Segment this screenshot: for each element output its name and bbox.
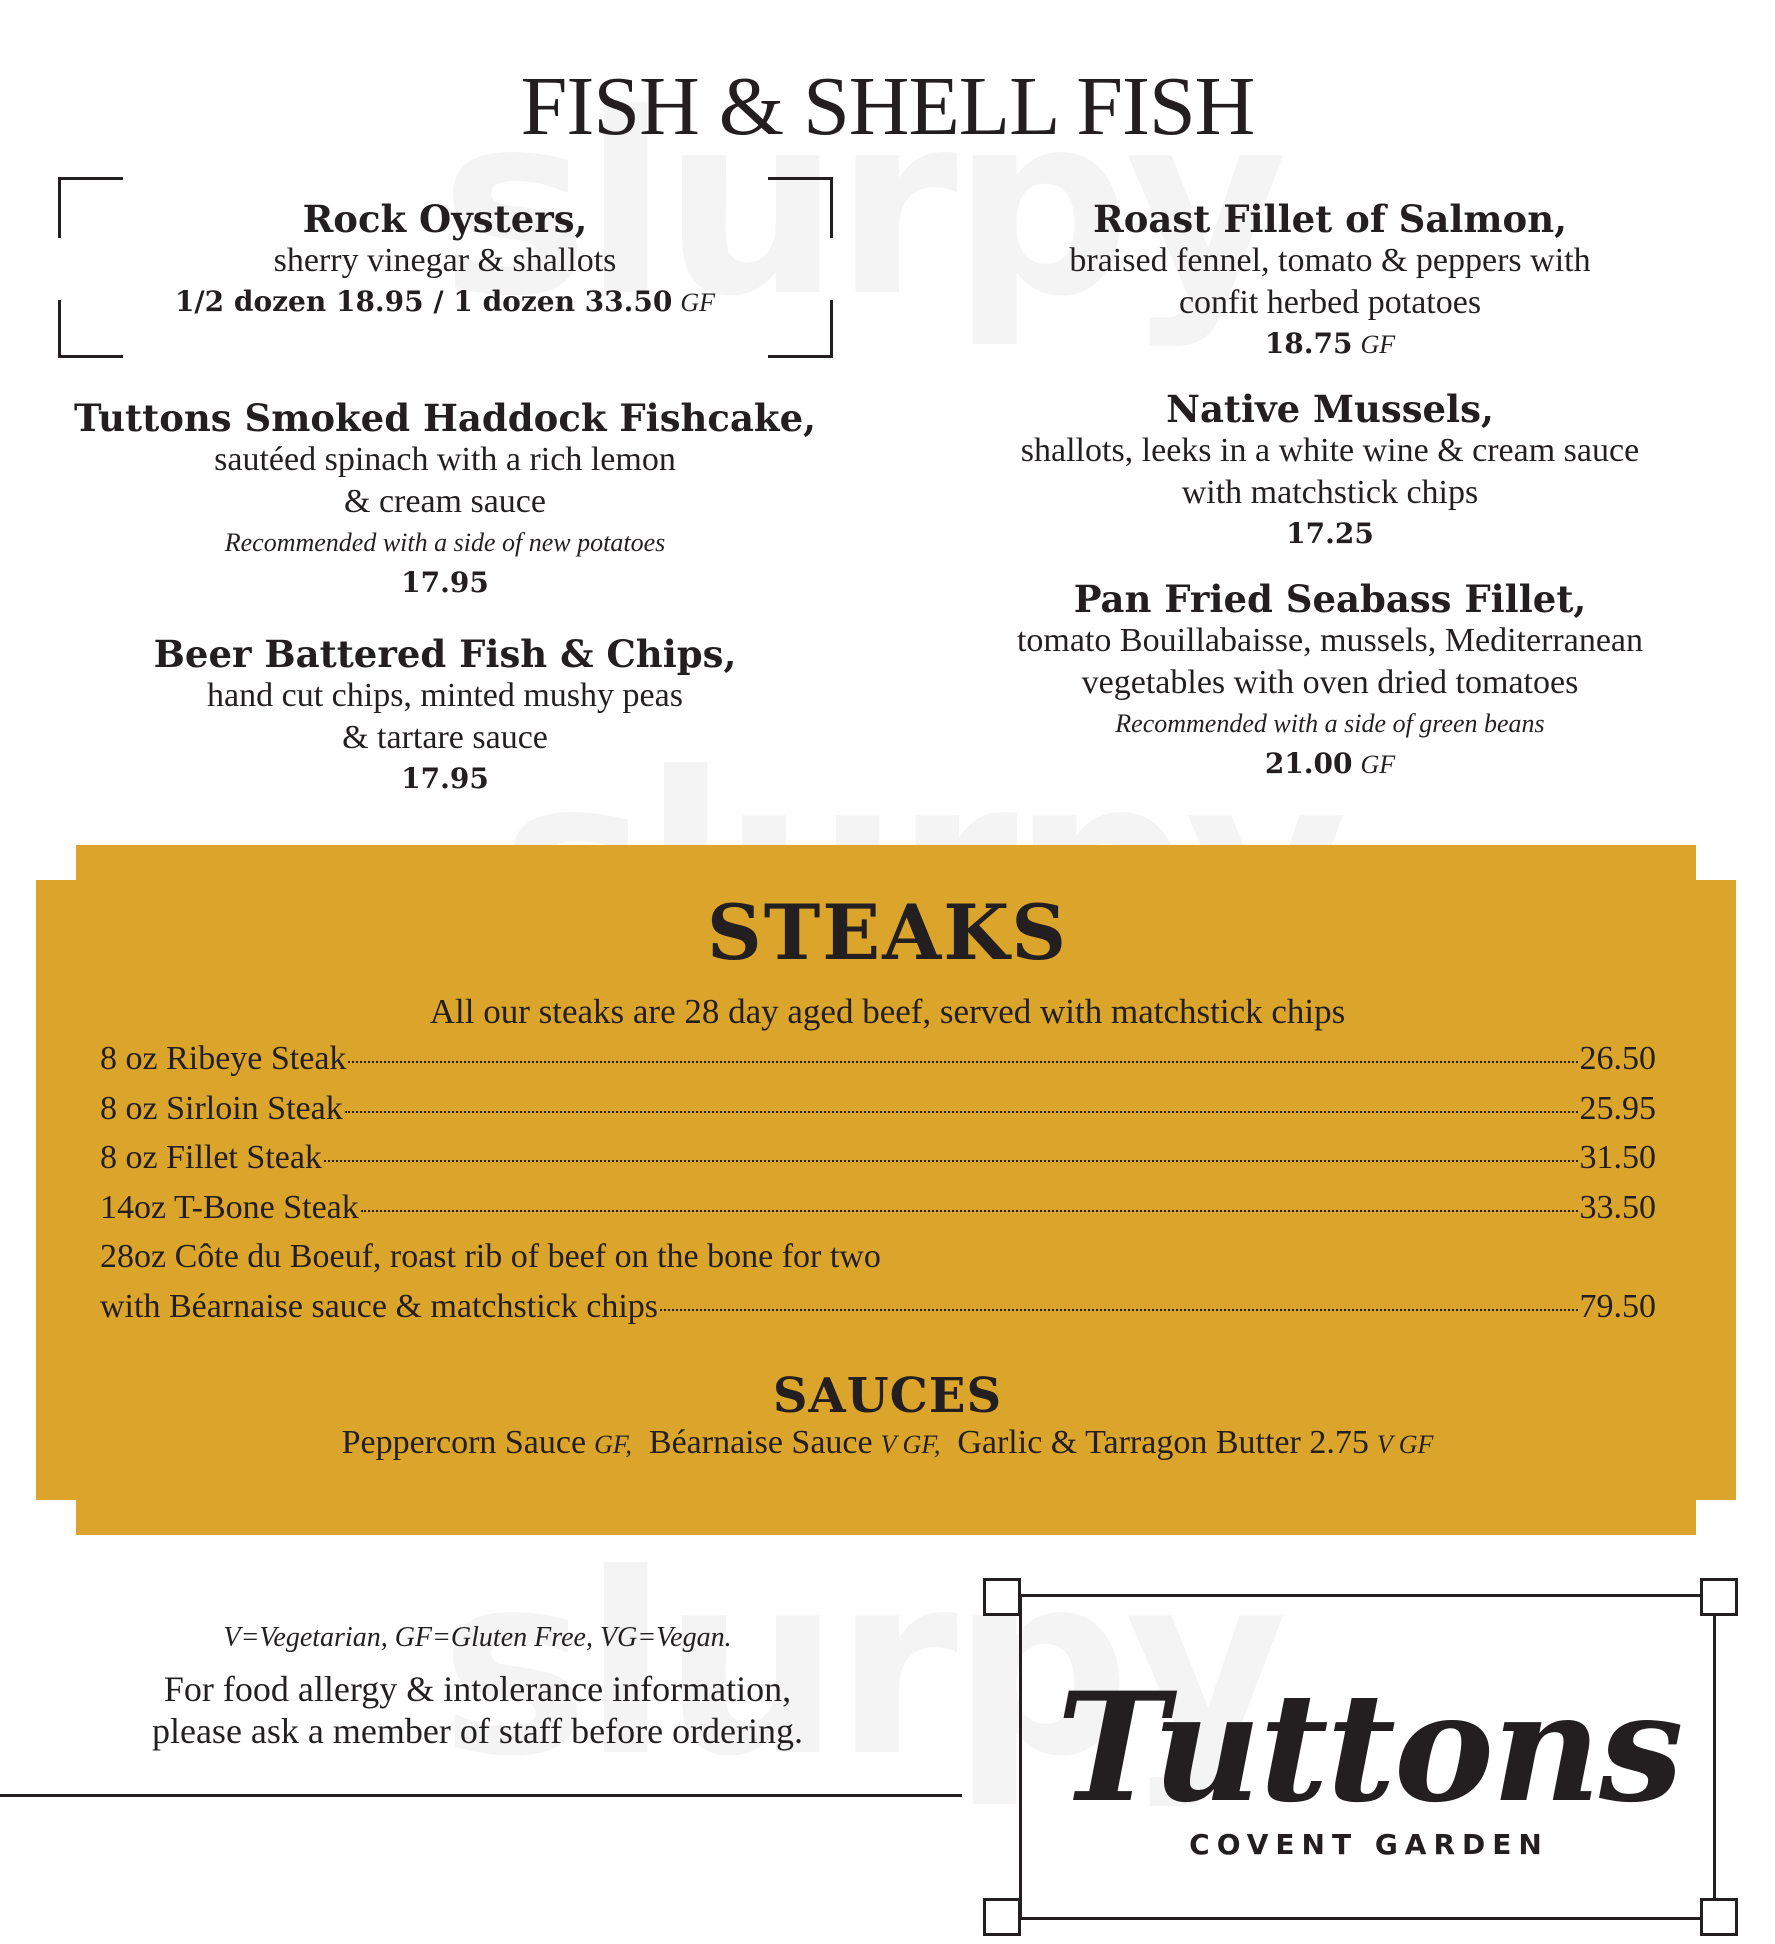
dot-leader bbox=[345, 1111, 1578, 1113]
dish-rock-oysters bbox=[60, 198, 830, 323]
dish-name: Pan Fried Seabass Fillet, bbox=[1073, 577, 1587, 621]
dish-description: hand cut chips, minted mushy peas bbox=[207, 677, 683, 714]
dot-leader bbox=[361, 1210, 1578, 1212]
steak-row bbox=[100, 1189, 1656, 1239]
dietary-tag: V GF, bbox=[880, 1430, 941, 1459]
dish-recommendation: Recommended with a side of new potatoes bbox=[224, 528, 666, 557]
steak-row bbox=[100, 1090, 1656, 1140]
logo-corner-top-right bbox=[1700, 1578, 1738, 1616]
dish-seabass bbox=[930, 578, 1730, 785]
dish-name: Native Mussels, bbox=[1166, 387, 1494, 431]
sauces-title: SAUCES bbox=[772, 1368, 1003, 1424]
dish-price bbox=[930, 744, 1730, 785]
brand-logo: Tuttons bbox=[1056, 1660, 1682, 1836]
allergy-line: please ask a member of staff before ordering. bbox=[151, 1711, 804, 1751]
dietary-tag: GF, bbox=[594, 1430, 632, 1459]
steak-row bbox=[100, 1040, 1656, 1090]
steak-price: 33.50 bbox=[1579, 1188, 1656, 1226]
steak-list bbox=[100, 1040, 1656, 1337]
dish-description: & tartare sauce bbox=[342, 719, 548, 756]
dish-name: Tuttons Smoked Haddock Fishcake, bbox=[73, 396, 816, 440]
steak-row bbox=[100, 1139, 1656, 1189]
dish-description: vegetables with oven dried tomatoes bbox=[1081, 664, 1579, 701]
dietary-tag: GF bbox=[1360, 330, 1396, 359]
steak-label: 8 oz Ribeye Steak bbox=[100, 1040, 347, 1077]
dish-price bbox=[930, 324, 1730, 365]
brand-subtitle: COVENT GARDEN bbox=[1189, 1828, 1549, 1861]
dot-leader bbox=[660, 1309, 1578, 1311]
dish-name: Beer Battered Fish & Chips, bbox=[153, 632, 737, 676]
dish-price bbox=[60, 282, 830, 323]
dish-mussels bbox=[930, 388, 1730, 554]
dish-description: sautéed spinach with a rich lemon bbox=[214, 441, 676, 478]
dish-description: with matchstick chips bbox=[1181, 474, 1479, 511]
dot-leader bbox=[324, 1160, 1578, 1162]
price-text: 1/2 dozen 18.95 / 1 dozen 33.50 bbox=[174, 285, 673, 318]
steaks-intro: All our steaks are 28 day aged beef, served with matchstick chips bbox=[429, 992, 1346, 1031]
steak-price: 25.95 bbox=[1579, 1089, 1656, 1127]
steak-label: 8 oz Fillet Steak bbox=[100, 1139, 322, 1176]
footer-rule bbox=[0, 1794, 962, 1797]
dish-description: tomato Bouillabaisse, mussels, Mediterranean bbox=[1016, 622, 1644, 659]
steak-price: 79.50 bbox=[1579, 1287, 1656, 1325]
dish-salmon bbox=[930, 198, 1730, 365]
price-text: 21.00 bbox=[1264, 747, 1353, 780]
steak-label: 14oz T-Bone Steak bbox=[100, 1188, 359, 1226]
sauce-name: Peppercorn Sauce bbox=[341, 1424, 587, 1461]
steak-price: 26.50 bbox=[1579, 1040, 1656, 1077]
dish-price: 17.95 bbox=[401, 762, 489, 795]
steak-label: with Béarnaise sauce & matchstick chips bbox=[100, 1287, 658, 1325]
dish-name: Roast Fillet of Salmon, bbox=[1093, 197, 1567, 241]
sauce-name: Béarnaise Sauce bbox=[648, 1424, 873, 1461]
steak-row-special-line2 bbox=[100, 1288, 1656, 1338]
dish-description: shallots, leeks in a white wine & cream sauce bbox=[1020, 432, 1640, 469]
steak-label: 28oz Côte du Boeuf, roast rib of beef on the bone for two bbox=[100, 1238, 881, 1275]
dish-price: 17.95 bbox=[401, 566, 489, 599]
dish-fish-and-chips bbox=[40, 633, 850, 799]
steaks-title: STEAKS bbox=[706, 888, 1069, 977]
dish-recommendation: Recommended with a side of green beans bbox=[1115, 709, 1545, 738]
dish-name: Rock Oysters, bbox=[302, 197, 588, 241]
logo-corner-bottom-left bbox=[983, 1898, 1021, 1936]
allergy-notice bbox=[0, 1668, 955, 1752]
dish-haddock-fishcake bbox=[40, 397, 850, 603]
page-title: FISH & SHELL FISH bbox=[520, 60, 1255, 153]
steak-row-special-line1 bbox=[100, 1238, 1656, 1288]
steak-label: 8 oz Sirloin Steak bbox=[100, 1089, 343, 1127]
logo-corner-top-left bbox=[983, 1578, 1021, 1616]
dish-description: & cream sauce bbox=[344, 483, 546, 520]
steak-price: 31.50 bbox=[1579, 1139, 1656, 1176]
dietary-tag: GF bbox=[1360, 750, 1396, 779]
sauce-name: Garlic & Tarragon Butter 2.75 bbox=[957, 1424, 1369, 1461]
dish-price: 17.25 bbox=[1286, 517, 1374, 550]
dish-description: braised fennel, tomato & peppers with bbox=[1069, 242, 1591, 279]
dietary-tag: GF bbox=[680, 288, 716, 317]
dot-leader bbox=[348, 1061, 1577, 1063]
dish-description: sherry vinegar & shallots bbox=[273, 242, 617, 279]
price-text: 18.75 bbox=[1264, 327, 1353, 360]
allergy-line: For food allergy & intolerance information, bbox=[163, 1669, 792, 1709]
dish-description: confit herbed potatoes bbox=[1178, 284, 1482, 321]
sauces-list bbox=[0, 1424, 1775, 1462]
dietary-tag: V GF bbox=[1376, 1430, 1434, 1459]
logo-corner-bottom-right bbox=[1700, 1898, 1738, 1936]
dietary-legend: V=Vegetarian, GF=Gluten Free, VG=Vegan. bbox=[223, 1622, 732, 1653]
